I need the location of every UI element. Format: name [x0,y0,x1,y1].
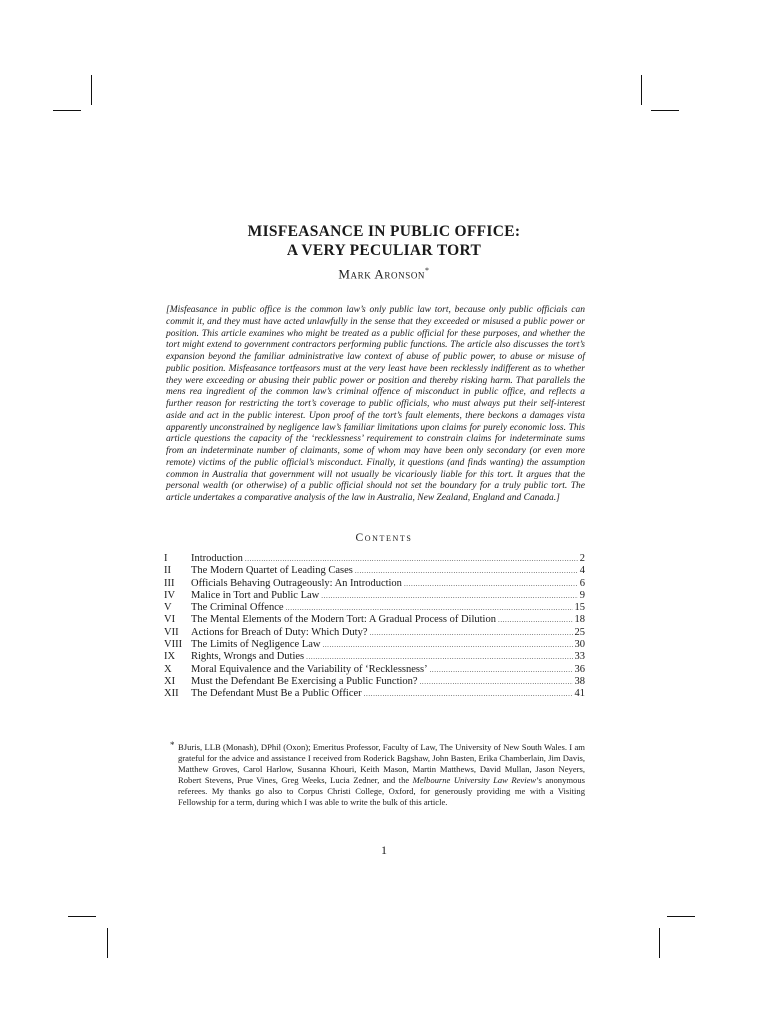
author-footnote-mark[interactable]: * [425,266,430,275]
toc-entry-number: V [164,602,172,614]
toc-entry-title: The Mental Elements of the Modern Tort: A Gradual Process of Dilution [191,614,496,626]
toc-entry-page: 18 [574,614,585,626]
toc-entry-page: 9 [579,589,585,601]
toc-dot-leader [364,688,573,700]
toc-entry-page: 38 [574,675,585,687]
crop-mark-top-left-h [53,110,81,111]
page-number: 1 [381,843,387,857]
toc-entry-number: II [164,565,171,577]
toc-entry-number: X [164,663,172,675]
crop-mark-top-right-v [641,75,642,105]
toc-entry-page: 2 [579,553,585,564]
toc-entry-page: 25 [574,626,585,638]
toc-entry-title: The Criminal Offence [191,602,284,614]
toc-entry-title: Moral Equivalence and the Variability of ‘Recklessness’ [191,663,428,675]
toc-entry[interactable] [164,664,585,676]
toc-dot-leader [286,602,573,614]
title-line-2: A VERY PECULIAR TORT [286,242,482,259]
toc-entry-number: XI [164,675,176,687]
toc-dot-leader [420,676,573,688]
toc-dot-leader [322,639,572,651]
toc-entry[interactable] [164,590,585,602]
toc-entry-number: VI [164,614,176,626]
crop-mark-bottom-right-v [659,928,660,958]
toc-dot-leader [370,627,573,639]
toc-entry-title: Malice in Tort and Public Law [191,589,320,601]
toc-entry[interactable] [164,553,585,565]
author-footnote [178,742,585,807]
crop-mark-bottom-right-h [667,916,695,917]
toc-entry[interactable] [164,627,585,639]
toc-entry[interactable] [164,614,585,626]
toc-entry-page: 4 [579,565,585,577]
footnote-text-after: ’s anonymous referees. My thanks go also to Corpus Christi College, Oxford, for generously providing me with a Visiting Fellowship for a term, during which I was able to write the bulk of this article. [178,774,585,807]
toc-entry-title: Must the Defendant Be Exercising a Public Function? [191,675,418,687]
crop-mark-top-left-v [91,75,92,105]
toc-dot-leader [245,553,578,565]
toc-entry-title: The Defendant Must Be a Public Officer [191,688,362,700]
toc-entry-title: Rights, Wrongs and Duties [191,651,305,663]
toc-dot-leader [498,614,573,626]
toc-entry[interactable] [164,639,585,651]
toc-entry[interactable] [164,565,585,577]
toc-entry[interactable] [164,602,585,614]
crop-mark-bottom-left-h [68,916,96,917]
toc-entry-number: VIII [164,639,183,651]
toc-entry-number: IX [164,651,176,663]
toc-entry-number: III [164,577,175,589]
toc-dot-leader [306,651,572,663]
toc-entry-title: The Modern Quartet of Leading Cases [191,565,353,577]
table-of-contents [164,553,585,701]
toc-entry-page: 30 [574,639,585,651]
toc-entry-page: 36 [574,663,585,675]
toc-entry-title: Officials Behaving Outrageously: An Introduction [191,577,402,589]
toc-entry-page: 6 [579,577,585,589]
toc-dot-leader [321,590,577,602]
toc-dot-leader [404,578,578,590]
footnote-mark: * [170,740,175,750]
footnote-journal-name: Melbourne University Law Review [412,774,537,785]
toc-entry-title: Actions for Breach of Duty: Which Duty? [191,626,368,638]
contents-heading: Contents [355,532,413,544]
toc-entry-page: 33 [574,651,585,663]
toc-entry[interactable] [164,578,585,590]
toc-entry-title: Introduction [191,553,243,564]
abstract: [Misfeasance in public office is the common law’s only public law tort, because only public officials can commit it, and they must have acted unlawfully in the sense that they exceeded or misused a public power or position. This article examines who might be treated as a public official for these purposes, and whether the tort might extend to government contractors performing public functions. The article also discusses the tort’s expansion beyond the familiar administrative law context of abuse of public power, to abuse or misuse of public position. Misfeasance tortfeasors must at the very least have been recklessly indifferent as to whether they were exceeding or abusing their public power or position and thereby risking harm. That parallels the mens rea ingredient of the common law’s criminal offence of misconduct in public office, and reflects a further reason for restricting the tort’s coverage to public officials, who must always put their self-interest aside and act in the public interest. Upon proof of the tort’s fault elements, there beckons a damages vista apparently unconstrained by negligence law’s familiar limitations upon claims for purely economic loss. This article questions the capacity of the ‘recklessness’ requirement to constrain claims for indeterminate sums from an indeterminate number of claimants, some of whom may have been only secondary (or even more remote) victims of the public official’s misconduct. Finally, it questions (and finds wanting) the assumption common in Australia that government will not usually be vicariously liable for this tort. It argues that the personal wealth (or otherwise) of a public official should not set the boundary for a truly public tort. The article undertakes a comparative analysis of the law in Australia, New Zealand, England and Canada.] [166,305,585,503]
toc-entry-number: IV [164,589,176,601]
toc-entry-number: I [164,553,168,564]
article-title [0,222,768,260]
toc-entry[interactable] [164,651,585,663]
toc-entry-number: XII [164,688,179,700]
toc-entry-title: The Limits of Negligence Law [191,639,321,651]
author-name: Mark Aronson [338,266,426,282]
title-line-1: MISFEASANCE IN PUBLIC OFFICE: [247,223,521,240]
author-byline [0,266,768,282]
toc-dot-leader [355,565,578,577]
toc-entry-page: 15 [574,602,585,614]
toc-entry[interactable] [164,676,585,688]
toc-entry-number: VII [164,626,179,638]
toc-entry[interactable] [164,688,585,700]
footnote-text-before: BJuris, LLB (Monash), DPhil (Oxon); Emeritus Professor, Faculty of Law, The University of New South Wales. I am grateful for the advice and assistance I received from Roderick Bagshaw, John Basten, Erika Chamberlain, Jim Davis, Matthew Groves, Carol Harlow, Susanna Khouri, Keith Mason, Martin Matthews, David Mullan, Jason Neyers, Robert Stevens, Prue Vines, Greg Weeks, Lucia Zedner, and the [178,742,585,785]
toc-entry-page: 41 [574,688,585,700]
crop-mark-bottom-left-v [107,928,108,958]
crop-mark-top-right-h [651,110,679,111]
toc-dot-leader [430,664,573,676]
